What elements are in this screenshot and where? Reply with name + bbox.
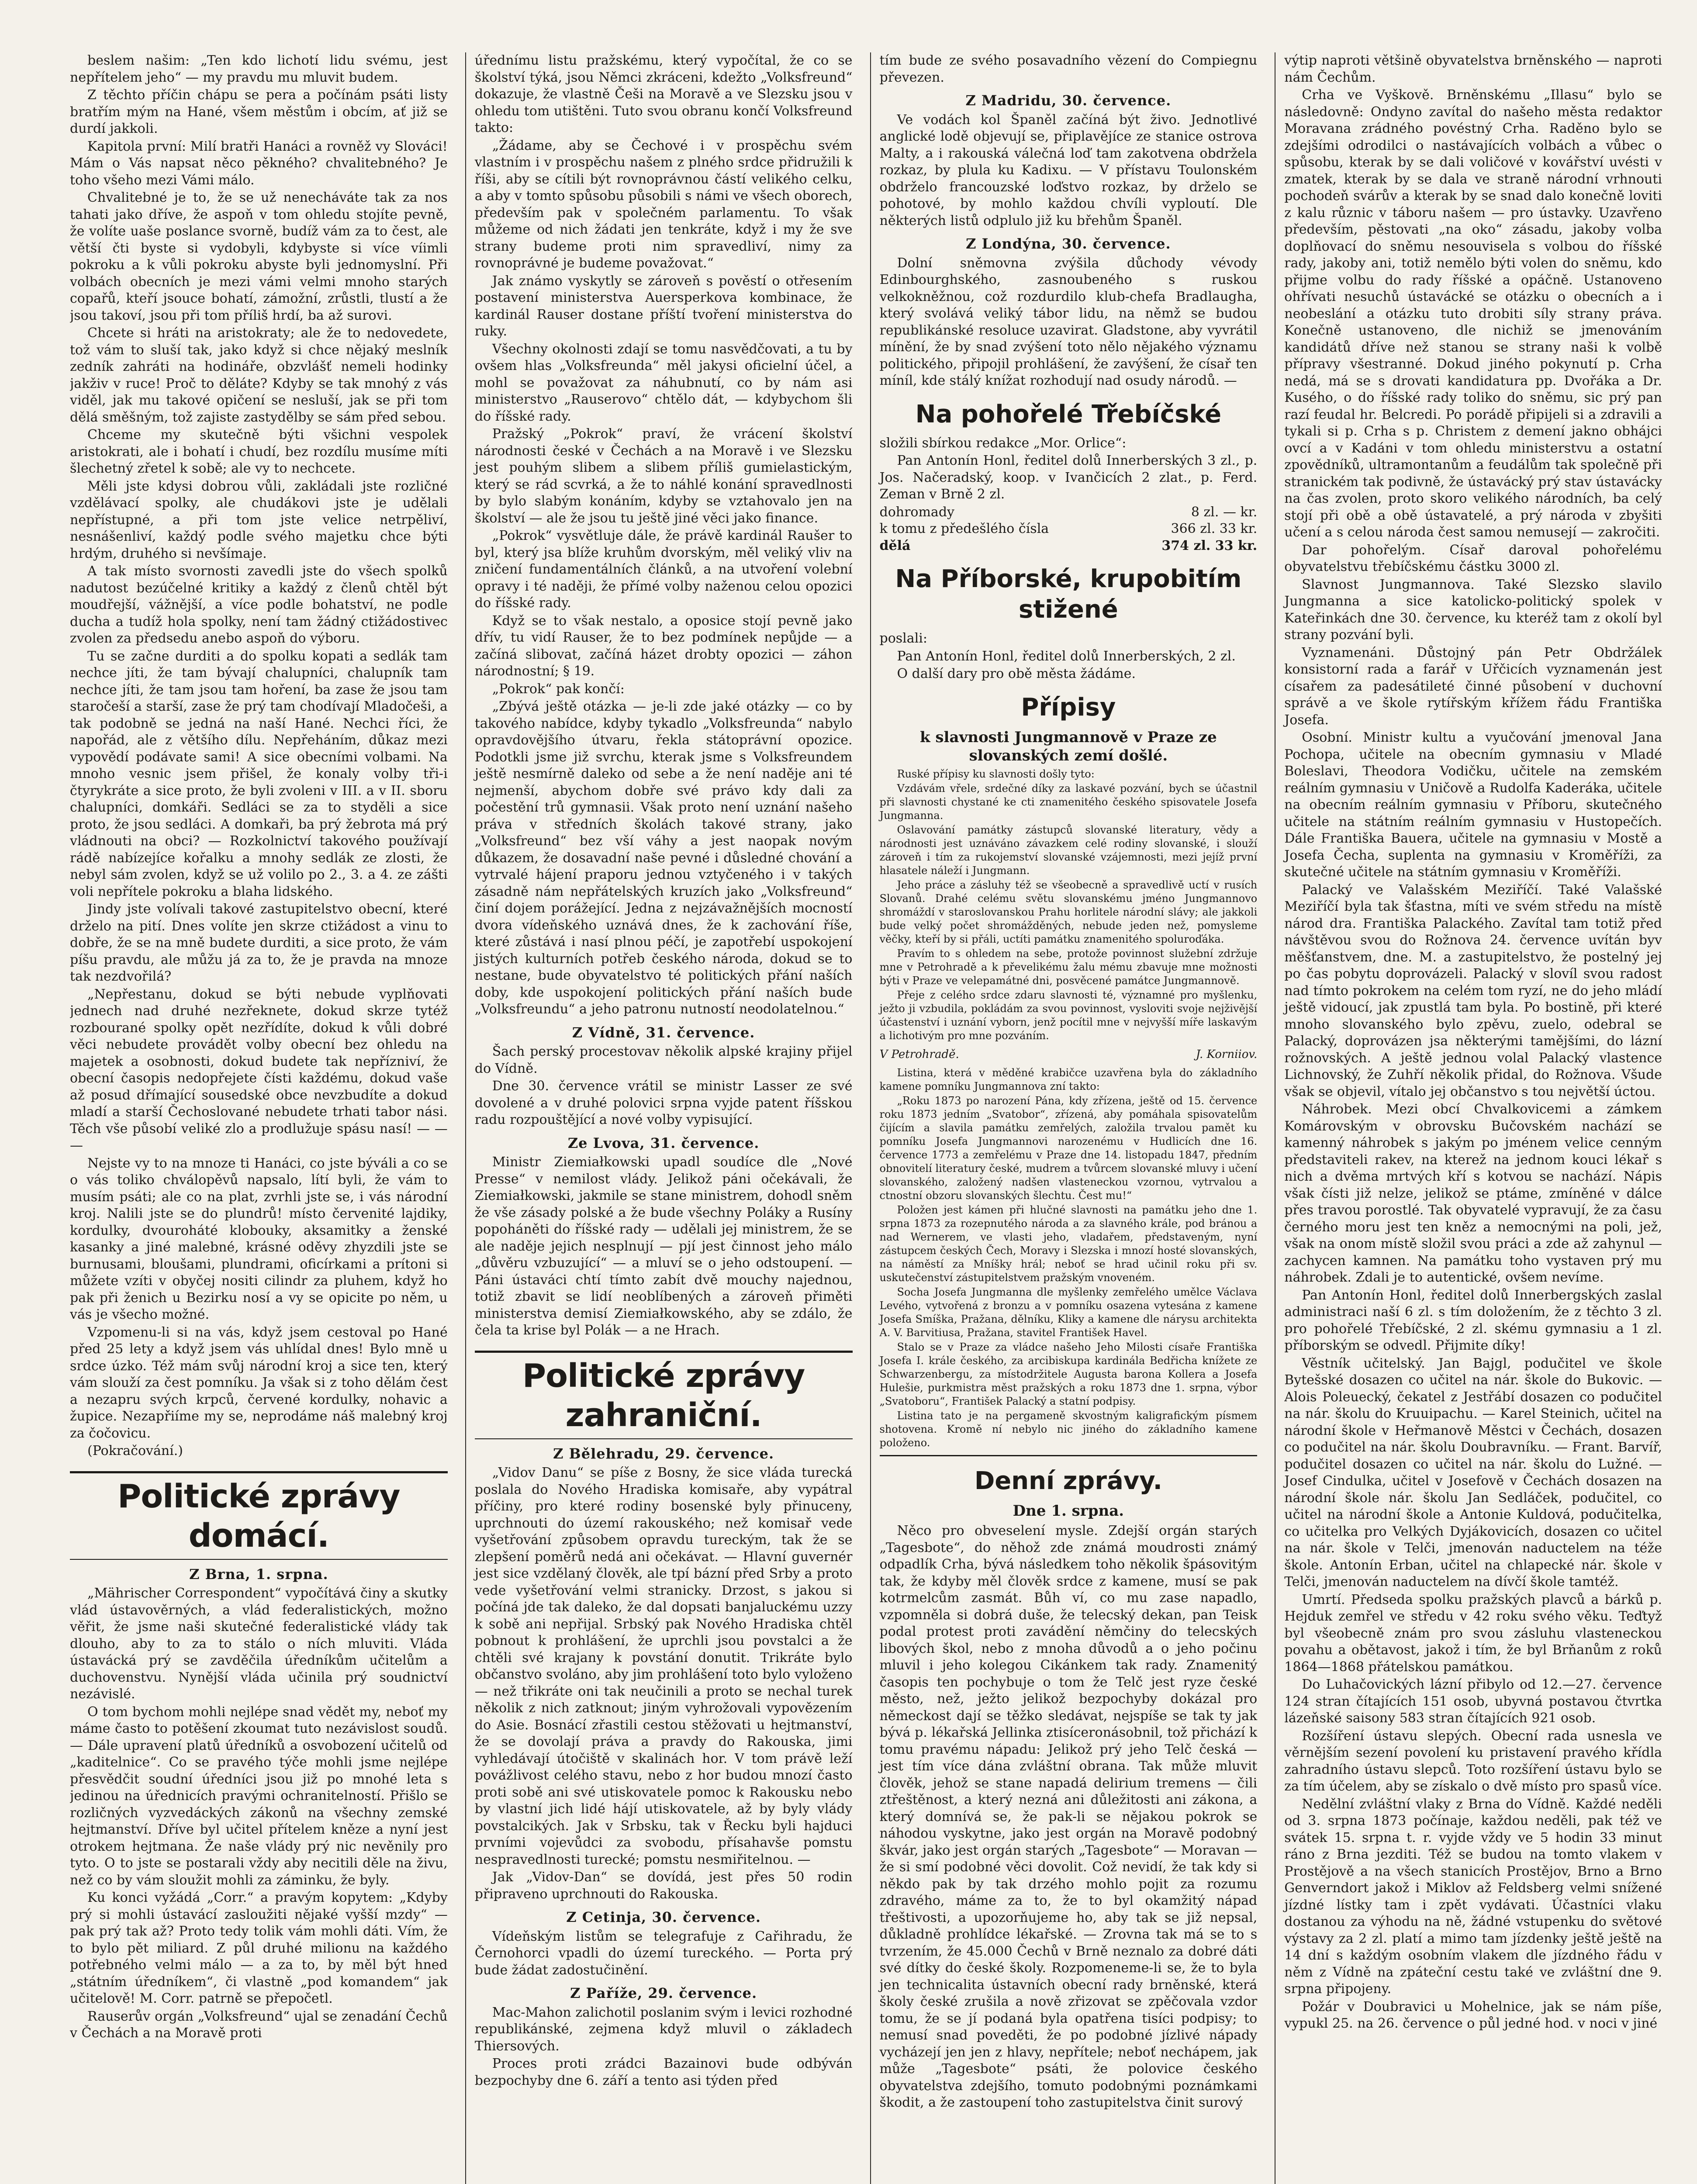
paragraph: Vzpomenu-li si na vás, když jsem cestoval po Hané před 25 lety a když jsem vás uhlídal dnes! Bylo mně u srdce úzko. Též mám svůj národní kroj a sice ten, který vám slouží za čest pomníku. Ja však si z toho dělám čest a nezapru svých krpců, červené kordulky, nohavic a župice. Nezapřiíme my se, neprodáme náš malebný kroj za čočovicu. bbox=[70, 1324, 448, 1441]
paragraph: Pan Antonín Honl, ředitel dolů Innerberských, 2 zl. bbox=[897, 648, 1236, 664]
paragraph: O další dary pro obě města žádáme. bbox=[897, 666, 1136, 681]
paragraph: Kapitola první: Milí bratři Hanáci a rovněž vy Slováci! Mám o Vás napsat něco pěkného? chvalitebného? Je toho všeho mezi Vámi málo. bbox=[70, 138, 448, 188]
small-paragraph: Ruské přípisy ku slavnosti došly tyto: bbox=[897, 767, 1095, 780]
donation-row bbox=[880, 504, 1258, 521]
paragraph: „Nepřestanu, dokud se býti nebude vyplňovati jednech nad druhé nezřeknete, dokud skrze tytéž rozbourané spolky opět nezřídíte, dokud k vůli dobré věci nebudete provádět volby obecní bez ohledu na majetek a osobnosti, dokud budete tak nepřízniví, že obecní časopis nedopřejete čísti každému, dokud vaše až posud dřímající sousedské obce nevzbudíte a dokud mladí a starší Čechoslované nebudete trhati tabor nási. Těch vše působí veliké zlo a prodlužuje spásu nasí! — — — bbox=[70, 986, 448, 1153]
paragraph: Něco pro obveselení mysle. Zdejší orgán starých „Tagesbote“, do něhož zde známá moudrosti známý odpadlík Crha, bývá následkem toho několik špásovitým tak, že kdyby měl člověk srdce z kamene, musí se pak kotrmelcům zasmát. Bůh ví, co mu zase napadlo, vzpomněla si dobrá duše, že telecský dekan, pan Teisk podal protest proti zavádění němčiny do telecských libových škol, nebo z mnoha důvodů a o jeho počinu mluvil i jeho kolegou Cikánkem tak rady. Znamenitý časopis ten pochybuje o tom že Telč jest ryze české město, než, ježto jelikož bezpochyby dokázal pro německost dají se těžko sledávat, nejspíše se tak ty jak bývá p. lékařská Jellinka ztisíceronásobnil, tož přichází k tomu pravému nápadu: Jelikož prý jeho Telč česká — jest tím více dána zvláštní obrana. Tak může mluvit člověk, jehož se stane napadá delirium tremens — čili ztřeštěnost, a který nezná ani důležitosti ani zákona, a který domnívá se, že pak-li se nějakou pokrok se náhodou vyskytne, jako jest orgán na Moravě podobný škvár, jako jest orgán starých „Tagesbote“ — Moravan — že si smí podobné věci dovolit. Což nevidí, že tak kdy si někdo pak by tak drzého mohlo pojit za rozumu zdravého, máme za to, že to byl okamžitý nápad třeštivosti, a upozorňujeme ho, aby tak se již nepsal, důkladně prohlídce lékařské. — Zrovna tak má se to s tvrzením, že 45.000 Čechů v Brně neznalo za dobré dáti své dítky do české školy. Rozpomeneme-li se, že to byla jen technicalita ústavních obecní rady brněnské, která školy české zrušila a nově zřizovat se zpěčovala vzdor tomu, že se jí podaná byla opatřena tisíci podpisy; to nemusí snad poveděti, že po podobné jízlivé nápady vycházejí jen jen z hlavy, nepřítele; neboť nechápem, jak může „Tagesbote“ psáti, že polovice českého obyvatelstva zdejšího, tomuto podobnými poznámkami škodit, a že zastoupení toho zastupitelstva činit surový bbox=[879, 1523, 1258, 2110]
paragraph: Pan Antonín Honl, ředitel dolů Innerbergských zaslal administraci naší 6 zl. s tím doložením, že z těchto 3 zl. pro pohořelé Třebíčské, 2 zl. skému gymnasiu a 1 zl. příborským se odvedl. Přijmite díky! bbox=[1284, 1287, 1662, 1353]
paragraph: O tom bychom mohli nejlépe snad vědět my, neboť my máme často to potěšení zkoumat tuto nezávislost soudů. — Dále upravení platů úředníků a osvobození učitelů od „kaditelnice“. Co se pravého týče mohli jsme nejlépe přesvědčit soudní úředníci jsou již po mnohé leta s jedinou na úřednicích pravými ochranitelností. Přišlo se rozličných vyzvedáckých zákonů na všechny zemské hejtmanství. Dříve byl učitel přítelem kněze a nyní jest otrokem hejtmana. Že naše vlády prý nic nevěnily pro tyto. O to jste se postarali vždy aby necitili děle na živu, než co by vám sloužit mohli za záminku, že byly. bbox=[70, 1704, 448, 1888]
small-paragraph: „Roku 1873 po narození Pána, kdy zřízena, ještě od 15. července roku 1873 jedním „Svatobor“, zřízená, aby pomáhala spisovatelům čijícím a slavila památku zemřelých, založila trvalou pamět ku pomníku Josefa Jungmannovi narozenému v Hudlicích dne 16. července 1773 a zemřelému v Praze dne 14. listopadu 1847, předním obnovitelí literatury české, mudrem a tvůrcem slovanské mluvy i učení slovanského, založený nadšen vlasteneckou vzornou, vytrvalou a ctnostní obzoru slovanských šlechtu. Čest mu!“ bbox=[879, 1095, 1258, 1202]
paragraph: složili sbírkou redakce „Mor. Orlice“: bbox=[879, 435, 1127, 451]
signature-line bbox=[880, 1046, 1258, 1063]
paragraph: Nedělní zvláštní vlaky z Brna do Vídně. Každé neděli od 3. srpna 1873 počínaje, každou neděli, pak též ve svátek 15. srpna t. r. vyjde vždy ve 5 hodin 33 minut ráno z Brna jezditi. Též se budou na tomto vlakem v Prostějově a na všech stanicích Prostějov, Brno a Brno Genverndort jakož i Miklov až Feldsberg velmi snížené jízdné lístky tam i zpět vydávati. Účastníci vlaku dostanou za výhodu na ně, žádné vstupenku do světové výstavy za 2 zl. platí a mimo tam jízdenky ještě ještě na 14 dní s každým osobním vlakem dle jízdného řádu v něm z Vídně na zpáteční cestu také ve zvláštní dne 9. srpna připojeny. bbox=[1284, 1796, 1662, 1997]
column-4 bbox=[1275, 52, 1671, 2184]
paragraph: Ku konci vyžádá „Corr.“ a pravým kopytem: „Kdyby prý si mohli ústavácí zasloužiti nějaké vyšší mzdy“ — pak prý tak až? Proto tedy tolik vám mohli dáti. Vím, že to bylo pět miliard. Z půl druhé milionu na každého potřebného velmi málo — a za to, by měl být hned „státním úředníkem“, či vlastně „pod komandem“ jak učitelově! M. Corr. patrně se přepočetl. bbox=[70, 1890, 448, 2006]
small-paragraph: Pravím to s ohledem na sebe, protože povinnost služební zdržuje mne v Petrohradě a k převelikému žalu mému zbavuje mne možnosti býti v Praze ve velepamátné dni, posvěcené památce Jungmannově. bbox=[879, 947, 1258, 987]
paragraph: „Mährischer Correspondent“ vypočítává činy a skutky vlád ústavověrných, a vlád federalistických, možno věřit, že jsme naši skutečné federalistické vlády tak dlouho, aby to za to stálo o ních mluviti. Vláda ústavácká prý se zavděčila úředníkům učitelům a duchovenstvu. Nynější vláda učinila prý soudnictví nezávislé. bbox=[70, 1586, 448, 1702]
section-heading: Politické zprávy zahraniční. bbox=[475, 1351, 853, 1439]
paragraph: Z těchto příčin chápu se pera a počínám psáti listy bratřím mým na Hané, všem městům i obcím, ať již se durdí jakkoli. bbox=[70, 87, 448, 136]
paragraph: Pražský „Pokrok“ praví, že vrácení školství národnosti české v Čechách a na Moravě i ve Slezsku jest pouhým slibem a slibem příliš gumielastickým, který se rád scvrká, a že to náhlé konání spravedlnosti by bylo slabým konáním, kdyby se vztahovalo jen na školství — ale že jsou tu ještě jiné věci jako finance. bbox=[474, 426, 853, 526]
article-heading: Na Příborské, krupobitím stižené bbox=[895, 565, 1242, 624]
paragraph: „Žádame, aby se Čechové i v prospěchu svém vlastním i v prospěchu našem z plného srdce přidružili k říši, aby se cítili být rovnoprávnou částí velikého celku, a aby v tomto spůsobu působili s námi ve všech oborech, především pak v společném parlamentu. To však můžeme od nich žádati jen tenkráte, když i my že sve strany budeme proti nim spravedliví, nimy za rovnoprávné je budeme považovat.“ bbox=[474, 138, 853, 271]
small-paragraph: Položen jest kámen při hlučné slavnosti na památku jeho dne 1. srpna 1873 za rozepnutého národa a za slavného krále, pod bránou a nad Wernerem, ve vlasti jeho, vladařem, představeným, nyní zástupcem českých Čech, Moravy i Slezska i mnozí hosté slovanských, na náměstí za Mníšky hrál; neboť se hrad učinil roku při sv. uskutečenství zástupitelstvem pražským vnoveném. bbox=[879, 1204, 1258, 1284]
donation-value: 366 zl. 33 kr. bbox=[1171, 521, 1258, 536]
paragraph: Rauserův orgán „Volksfreund“ ujal se zenadání Čechů v Čechách a na Moravě proti bbox=[70, 2008, 448, 2041]
paragraph: (Pokračování.) bbox=[87, 1443, 183, 1458]
paragraph: „Pokrok“ vysvětluje dále, že právě kardinál Raušer to byl, který jsa blíže kruhům dvorským, měl veliký vliv na zničení fundamentálních článků, a na utvoření volební opravy i té naději, že přímé volby naženou celou opozici do říšské rady. bbox=[474, 528, 853, 611]
column-container bbox=[70, 52, 1671, 2184]
paragraph: Dne 30. července vrátil se ministr Lasser ze své dovolené a v druhé polovici srpna vyjde patent říšskou radu rozpouštějící a nové volby vypisující. bbox=[474, 1078, 853, 1127]
small-paragraph: Socha Josefa Jungmanna dle myšlenky zemřelého umělce Václava Levého, vytvořená z bronzu a v pomníku osazena vytesána z kamene Josefa Smíška, Pražana, dělníku, Kliky a kamene dle nárysu architekta A. V. Barvitiusa, Pražana, stavitel František Havel. bbox=[879, 1286, 1258, 1339]
small-paragraph: Listina, která v měděné krabičce uzavřena byla do základního kamene pomníku Jungmannova zní takto: bbox=[879, 1067, 1258, 1092]
article-heading: Denní zprávy. bbox=[974, 1467, 1162, 1495]
paragraph: Do Luhačovických lázní přibylo od 12.—27. července 124 stran čítajících 151 osob, ubyvná postavou čtvrtka lázeňské saisony 583 stran čítajících 921 osob. bbox=[1284, 1677, 1662, 1726]
paragraph: „Zbývá ještě otázka — je-li zde jaké otázky — co by takového nabídce, kdyby tykadlo „Volksfreunda“ nabylo opravdovějšího útvaru, řekla státoprávní opozice. Podotkli jsme již svrchu, kterak jsme s Volksfreundem ještě nesmírně daleko od sebe a že není naděje ani té nejmenší, abychom dobře své právo kdy dali za počestění trů gymnasii. Však proto není uznání našeho práva v středních školách takové strany, jako „Volksfreund“ bez vší váhy a jest naopak novým důkazem, že dosavadní naše pevné i důsledné chování a vytrvalé hájení praporu jednou vztyčeného i v takých zásadně nám nepřátelských kruzích jako „Volksfreund“ činí dojem porážející. Jedna z nejzávažnějších mocností dvora vídeňského uznává dnes, že k zachování říše, které zůstává i nasí plnou péčí, je zapotřebí uspokojení jistých kulturních potřeb českého národa, dokud se to nestane, bude obyvatelstvo té politických přání naších doby, kde uspokojení politických přání naších bude „Volksfreundu“ a jeho patronu nutností neodolatelnou.“ bbox=[474, 699, 853, 1017]
paragraph: Palacký ve Valašském Meziříčí. Také Valašské Meziříčí byla tak šťastna, míti ve svém středu na místě národ dra. Františka Palackého. Zavítal tam totiž před návštěvou svou do Rožnova 24. července uvítán byv měšťanstvem, dne. M. a zastupitelstvo, že postelný jej po čas pobytu doprovázeli. Palacký v slovíl svou radost nad tímto pokrokem na celém tom ryzí, ne do jeho mládí ještě vidoucí, jak zpustlá tam byla. Po bostině, při které mnoho slovanského bylo zpěvu, zuelo, odebral se Palacký, doprovázen jsa některými tamějšími, do lázní rožnovských. A ještě jednou volal Palacký vlastence Lichnovský, že Zuhří několik přidal, do Rožnova. Všude však se objevil, vítalo jej občanstvo s tou největší úctou. bbox=[1284, 882, 1662, 1099]
paragraph: Pan Antonín Honl, ředitel dolů Innerberských 3 zl., p. Jos. Načeradský, koop. v Ivančicích 2 zlat., p. Ferd. Zeman v Brně 2 zl. bbox=[879, 453, 1258, 502]
paragraph: „Vidov Danu“ se píše z Bosny, že sice vláda turecká poslala do Nového Hradiska komisaře, aby vypátral příčiny, pro které rodiny bosenské byly přinuceny, uprchnouti do území rakouského; než komisař vede vyšetřování způsobem opravdu tureckým, tak že se zlepšení poměrů nedá ani očekávat. — Hlavní guvernér jest sice vzdělaný člověk, ale tpí bázní před Srby a proto vede vyšetřování velmi stranicky. Drzost, s jakou si počíná jde tak daleko, že dal dopsati banjaluckému uzzy k sobě ani nepřijal. Srbský pak Nového Hradiska chtěl pobnout k prohlášení, že uprchli jsou povstalci a že chtěli své krajany k povstání donutit. Trikráte bylo občanstvo svoláno, aby jim prohlášení toto bylo vyloženo — než třikráte oni tak neučinili a proto se nechal turek několik z nich zatknout; jiným vyhrožovali vypovězením do Asie. Bosnácí zřastili cestou stěžovati u hejtmanství, že se dovolají práva a pravdy do Rakouska, jimi vyhledávají útočiště v skalinách hor. V tom právě leží povážlivost celého stavu, nebo z hor budou mnozí často proti sobě ani své utiskovatele pomoc k Rakousku nebo by vlastní jich lidé hájí utiskovatele, až by byly vlády povstalcikých. Jak v Srbsku, tak v Řecku byli hajduci prvními vojevůdci za svobodu, přísahavše pomstu nespravedlnosti turecké; pomstu nesmiřitelnou. — bbox=[474, 1465, 853, 1867]
paragraph: Náhrobek. Mezi obcí Chvalkovicemi a zámkem Komárovským v obrovsku Bučovském nachází se kamenný náhrobek s jakým po jménem velice cenným představiteli rakev, na kterež na jednom kouci lékař s nich a dvěma mrtvých kří s kotvou se nachází. Nápis však čísti již nelze, jelikož se ptáme, zmíněné v dálce přes travou porostlé. Tak obyvatelé vypravují, že za času černého moru jest ten kněz a nemocnými na poli, jež, však na onom místě složil svou práci a zde až zahynul — zachycen kamnen. Na památku toho vystaven prý mu náhrobek. Zdali je to autentické, ovšem nevíme. bbox=[1284, 1102, 1662, 1285]
paragraph: Měli jste kdysi dobrou vůli, zakládali jste rozličné vzdělávací spolky, ale chudákovi jste je udělali nepřístupné, a při tom jste velice netrpěliví, nesnášenliví, každý podle svého majetku chce býti hrdým, druhého si nevšímaje. bbox=[70, 478, 448, 561]
paragraph: Umrtí. Předseda spolku pražských plavců a bárků p. Hejduk zemřel ve středu v 42 roku svého věku. Teďtyž byl všeobecně znám pro svou zásluhu vlasteneckou povahu a obětavost, jakož i tím, že byl Brňanům z roků 1864—1868 přátelskou památkou. bbox=[1284, 1592, 1662, 1675]
paragraph: Ministr Ziemiałkowski upadl soudíce dle „Nové Presse“ v nemilost vlády. Jelikož páni očekávali, že Ziemiałkowski, jakmile se stane ministrem, dohodl sněm že vše zásady polské a že bude všechny Poláky a Rusíny popoháněti do říšské rady — udělali jej ministrem, že se ale naděje jejich nesplnují — pjí jest činnost jeho málo „důvěru vzbuzující“ — a mluví se o jeho odstoupení. — Páni ústaváci chtí tímto zabít dvě mouchy najednou, totiž zbavit se lidí neoblíbených a zároveň přiměti ministerstva demisí Ziemiałkowského, aby se zdálo, že čela ta krise byl Polák — a ne Hrach. bbox=[474, 1154, 853, 1338]
small-paragraph: Stalo se v Praze za vládce našeho Jeho Milosti císaře Františka Josefa I. krále českého, za arcibiskupa kardinála Bedřicha knížete ze Schwarzenbergu, za místodržitele Augusta barona Kollera a Josefa Hulešie, purkmistra měst pražských a roku 1873 dne 1. srpna, výbor „Svatoboru“, František Palacký a statní podpisy. bbox=[879, 1341, 1258, 1407]
paragraph: Osobní. Ministr kultu a vyučování jmenoval Jana Pochopa, učitele na obecním gymnasiu v Mladé Boleslavi, Theodora Vodičku, učitele na zemském reálním gymnasiu v Uničově a Rudolfa Kaderáka, učitele na obecním reálním gymnasiu v Příboru, skutečného učitele na státním reálním gymnasiu v Hustopečích. Dále Františka Bauera, učitele na gymnasiu v Mostě a Josefa Čecha, suplenta na gymnasiu v Kroměříži, za skutečné učitele na státním gymnasiu v Kroměříži. bbox=[1284, 730, 1662, 880]
paragraph: výtip naproti většině obyvatelstva brněnského — naproti nám Čechům. bbox=[1284, 53, 1662, 85]
small-paragraph: Vzdávám vřele, srdečné díky za laskavé pozvání, bych se účastnil při slavnosti chystané ke cti znamenitého českého spisovatele Josefa Jungmanna. bbox=[879, 782, 1258, 822]
paragraph: Slavnost Jungmannova. Také Slezsko slavilo Jungmanna a sice katolicko-politický spolek v Kateřinkách dne 30. července, ku kteréž tam z okolí byl strany pozvání byli. bbox=[1284, 577, 1662, 643]
paragraph: poslali: bbox=[879, 631, 927, 646]
donation-value: 374 zl. 33 kr. bbox=[1161, 538, 1258, 553]
donation-label: dohromady bbox=[879, 504, 954, 520]
paragraph: Tu se začne durditi a do spolku kopati a sedlák tam nechce jíti, že tam bývají chalupníci, chalupník tam nechce jíti, že tam jsou tam hoření, ba zase že jsou tam staročeší a starší, zase že prý tam chodívají Mladočeši, a tak podobně se jedná na naší Hané. Nechci říci, že napořád, ale z většího dílu. Nepřeháním, důkaz mezi vypovědí podávate sami! A sice obecními volbami. Na mnoho vesnic jsem přišel, že konaly volby tři-i čtyrykráte a sice proto, že byli zvoleni v III. a v II. sboru chalupníci, domkáři. Sedláci se za to styděli a sice proto, že jsou sedláci. A domkaři, ba prý žebrota má prý vládnouti na obci? — Rozkolnictví takového používají rádě nabízejíce kořalku a mnohy sedlák ze zlosti, že nebyl sám zvolen, když se už volilo po 2., 3. a 4. ze zášti voli nepřítele pokroku a blaha lidského. bbox=[70, 648, 448, 899]
donation-row bbox=[880, 521, 1258, 538]
donation-label: k tomu z předešlého čísla bbox=[879, 521, 1049, 536]
paragraph: Chcete si hráti na aristokraty; ale že to nedovedete, tož vám to sluší tak, jako když si chce nějaký meslník zedník zahráti na hodináře, obzvlášť nemeli hodinky jakživ v ruce! Proč to děláte? Kdyby se tak mnohý z vás viděl, jak mu takové opičení se nesluší, jak se při tom dělá směšným, tož zajiste zastydělby se sám před sebou. bbox=[70, 325, 448, 425]
paragraph: Jindy jste volívali takové zastupitelstvo obecní, které drželo na pití. Dnes volíte jen skrze ctižádost a vinu to dobře, že se na mně budete durditi, a sice proto, že vám píšu pravdu, ale můžu já za to, že je pravda na mnoze tak nezdvořilá? bbox=[70, 902, 448, 984]
dateline: Z Paříže, 29. července. bbox=[570, 1985, 757, 2001]
paragraph: Dar pohořelým. Císař daroval pohořelému obyvatelstvu třebíčskému částku 3000 zl. bbox=[1284, 542, 1662, 574]
paragraph: Proces proti zrádci Bazainovi bude odbýván bezpochyby dne 6. září a tento asi týden před bbox=[474, 2056, 853, 2088]
signature-place: V Petrohradě. bbox=[879, 1047, 959, 1061]
divider bbox=[880, 1455, 1258, 1456]
paragraph: úřednímu listu pražskému, který vypočítal, že co se školství týká, jsou Němci zkráceni, kdežto „Volksfreund“ dokazuje, že vlastně Češi na Moravě a ve Slezsku jsou v ohledu tom utištěni. Tuto svou obranu končí Volksfreund takto: bbox=[474, 53, 853, 135]
paragraph: Chceme my skutečně býti všichni vespolek aristokrati, ale i bohatí i chudí, bez rozdílu musíme míti šlechetný zřetel k sobě; ale vy to nechcete. bbox=[70, 427, 448, 476]
paragraph: Věstník učitelský. Jan Bajgl, podučitel ve škole Bytešské dosazen co učitel na nár. škole do Bukovic. — Alois Poleuecký, čekatel z Jestřábí dosazen co podučitel na nár. školu do Kruuipachu. — Karel Steinich, učitel na národní škole v Heřmanově Městci v Čechách, dosazen co podučitel na nár. školu Doubravníku. — Frant. Barvíř, podučitel dosazen co učitel na nár. školu do Lužné. — Josef Cindulka, učitel v Josefově v Čechách dosazen na národní škole nár. školu Jan Sedláček, podučitel, co učitel na národní škole a Antonie Kuldová, podučitelka, co učitelka pro Velkých Dyjákovicích, dosazen co učitel na nár. škole v Telči, jmenován naductelem na téže škole. Antonín Erban, učitel na chlapecké nár. škole v Telči, jmenován naductelem na dívčí škole tamtéž. bbox=[1284, 1355, 1662, 1590]
signature-name: J. Korniiov. bbox=[1196, 1047, 1258, 1061]
dateline: Z Vídně, 31. července. bbox=[572, 1024, 755, 1041]
small-paragraph: Oslavování památky zástupců slovanské literatury, vědy a národnosti jest uznáváno závazkem celé rodiny slovanské, i slouží zároveň i tím za rukojemství slovanské vzájemnosti, mezi jejíž první hlasatele náleží i Jungmann. bbox=[879, 823, 1258, 877]
small-paragraph: Přeje z celého srdce zdaru slavnosti té, významné pro myšlenku, ježto ji vzbudila, pokládám za svou povinnost, vysloviti svoje nejživější účastenství i uznání vyborn, jenž pocítil mne v nejvyšší míře laskavým a lichotivým pro mne pozváním. bbox=[879, 988, 1258, 1042]
column-3 bbox=[870, 52, 1266, 2184]
donation-label: dělá bbox=[879, 538, 911, 553]
dateline: Ze Lvova, 31. července. bbox=[567, 1134, 760, 1151]
column-1 bbox=[70, 52, 456, 2184]
paragraph: Rozšíření ústavu slepých. Obecní rada usnesla ve věrnějším sezení povolení ku pristavení pravého křídla zahradního ústavu slepců. Toto rozšíření ústavu bylo se za tím účelem, aby se získalo o dvě místo pro spasů více. bbox=[1284, 1728, 1662, 1794]
article-subheading: Dne 1. srpna. bbox=[1013, 1502, 1124, 1520]
dateline: Z Bělehradu, 29. července. bbox=[553, 1445, 774, 1462]
article-heading: Na pohořelé Třebíčské bbox=[915, 400, 1222, 429]
article-heading: Přípisy bbox=[1021, 693, 1116, 722]
paragraph: beslem našim: „Ten kdo lichotí lidu svému, jest nepřítelem jeho“ — my pravdu mu mluvit budem. bbox=[70, 53, 448, 85]
paragraph: Jak „Vidov-Dan“ se dovídá, jest přes 50 rodin připraveno uprchnouti do Rakouska. bbox=[474, 1870, 853, 1902]
paragraph: Dolní sněmovna zvýšila důchody vévody Edinbourghského, zasnoubeného s ruskou velkokněžnou, což rozdurdilo klub-chefa Bradlaugha, který svolává veliký tábor lidu, na němž se budou republikánské resoluce uzavirat. Gladstone, aby vyvrátil mínění, že by snad zvýšení toto nělo nějakého významu politického, připojil prohlášení, že zavýšení, že císař ten míníl, kde stálý knížat rozhodují nad osudy národů. — bbox=[879, 255, 1258, 388]
paragraph: Vídeňským listům se telegrafuje z Cařihradu, že Černohorci vpadli do území tureckého. — Porta prý bude žádat zadostučinění. bbox=[474, 1928, 853, 1978]
dateline: Z Londýna, 30. července. bbox=[966, 235, 1171, 252]
paragraph: „Pokrok“ pak končí: bbox=[492, 681, 625, 697]
paragraph: Když se to však nestalo, a oposice stojí pevně jako dřív, tu vidí Rauser, že to bez podmínek nepůjde — a začíná slibovat, začíná házet drobty opozici — záhon národnostní; § 19. bbox=[474, 613, 853, 679]
paragraph: Crha ve Vyškově. Brněnskému „Illasu“ bylo se následovně: Ondyno zavítal do našeho města redaktor Moravana zrádného povéstný Crha. Raděno bylo se zdejšími odrodilci o nastávajících volbách a vůbec o spůsobu, kterak by se dali voličové v kovářství uvésti v zmatek, kterak by se dala ve straně národní vrhnouti pochodeň svárův a kterak by se snad dalo konečně loviti z kalu různic v táboru našem — pro ústavky. Uzavřeno především, pěstovati „na oko“ zásadu, jakoby volba doplňovací do sněmu nesouvisela s volbou do říšské rady, jakoby ani, totiž nemělo býti volen do sněmu, kdo přijme volbu do rady říšské a opáčně. Ustanoveno ohřívati nesuchů ústavácké se otázku o obecních a i neobeslání a otázku tuto drobiti síly strany práva. Konečně ustanoveno, dle nichiž se jmenováním kandidátů dříve než stanou se strany naši k volbě přípravy všestranné. Dokud jiného pokynutí p. Crha nedá, má se s drovati kandidatura pp. Dvořáka a Dr. Kusého, o do říšské rady toliko do sněmu, sic prý pan razí feudal hr. Belcredi. Po porádě připijeli si a zdravili a tykali si p. Crha s p. Christem z demení jakno obhájci ovcí a v Kadáni v tom ohledu ministerstvu a ostatní zpovědníků, ultramontanům a feudálům tak společně při stranickém tak podivně, že ústavácký prý stav ústavácky na čas zvolen, proto skoro velikého národních, ba celý stojí při obě a obě ústavatelé, a prý národa v zbyšiti učení a s celou národa čest samou nemusejí — zakročiti. bbox=[1284, 87, 1662, 540]
paragraph: Chvalitebné je to, že se už nenecháváte tak za nos tahati jako dříve, že aspoň v tom ohledu stojíte pevně, že volíte uaše poslance svorně, budíž vám za to čest, ale větší čti byste si vydobyli, kdybyste si více víimli pokroku a k vůli pokroku abyste byli jednomyslní. Při volbách obecních je mezi vámi velmi mnoho starých copařů, kteří jsouce bohatí, zámožní, zrůstli, tlustí a že jsou takoví, jsou při tom příliš hrdí, ba až surovi. bbox=[70, 190, 448, 323]
paragraph: A tak místo svornosti zavedli jste do všech spolků nadutost bezúčelné kritiky a každý z členů chtěl být moudřejší, vážnější, a více podle bohatství, ne podle ducha a tudíž hola spolky, není tam žádný ctižádostivec zvolen za předsedu anebo aspoň do výboru. bbox=[70, 563, 448, 646]
paragraph: Všechny okolnosti zdají se tomu nasvědčovati, a tu by ovšem hlas „Volksfreunda“ měl jakysi oficielní účel, a mohl se považovat za náhubnutí, co by nám asi ministerstvo „Rauserovo“ chtělo dát, — kdybychom šli do říšské rady. bbox=[474, 341, 853, 424]
dateline: Z Madridu, 30. července. bbox=[965, 92, 1172, 109]
small-paragraph: Jeho práce a zásluhy též se všeobecně a spravedlivě uctí v rusích Slovanů. Drahé celému světu slovanskému jméno Jungmannovo shromáždí v staroslovanskou Prahu horlitele národní slávy; ale jakkoli bude velký počet shromážděných, nebude jeden než, pomysleme věčky, kteří by si přáli, uctíti památku znamenitého spoluroďáka. bbox=[879, 878, 1258, 945]
donation-value: 8 zl. — kr. bbox=[1191, 504, 1258, 520]
dateline: Z Cetinja, 30. července. bbox=[566, 1909, 761, 1925]
paragraph: Ve vodách kol Španěl začíná být živo. Jednotlivé anglické lodě objevují se, připlavějíce ze stanice ostrova Malty, a i rakouská válečná loď tam zakotvena obdržela rozkaz, by plula ku Kadixu. — V přístavu Toulonském obdrželo francouzské loďstvo rozkaz, by drželo se pohotové, by mohlo každou chvíli vyploutí. Dle některých listů odplulo již ku břehům Španěl. bbox=[879, 112, 1258, 228]
small-paragraph: Listina tato je na pergameně skvostným kaligrafickým písmem shotovena. Kromě ní nebylo nic jiného do základního kamene položeno. bbox=[879, 1410, 1258, 1449]
paragraph: Nejste vy to na mnoze ti Hanáci, co jste býváli a co se o vás toliko chválopěvů napsalo, lítí byli, že vám to musím psáti; ale co na plat, zvrhli jste se, i vás národní kroj. Nalili jste se do plundrů! místo červenité lajdiky, kordulky, dvouroháté klobouky, aksamitky a ženské kasanky a jiné malebné, krásné oděvy zhyzdili jste se burnusami, bloušami, plundrami, oficírkami a prítoni si můžete vzíti v obyčej nositi cilindr za pluhem, když ho pak při ženich u Bezirku nosí a vy se opicite po něm, u vás je všecho možné. bbox=[70, 1155, 448, 1322]
paragraph: Jak známo vyskytly se zároveň s pověstí o otřesením postavení ministerstva Auersperkova kombinace, že kardinál Rauser dostane příští tvoření ministerstva do ruky. bbox=[474, 273, 853, 339]
paragraph: Vyznamenáni. Důstojný pán Petr Obdržálek konsistorní rada a farář v Uřčicích vyznamenán jest císařem za padesátileté činné působení v duchovní správě a ve škole rytířským křížem řádu Františka Josefa. bbox=[1284, 645, 1662, 728]
paragraph: tím bude ze svého posavadního vězení do Compiegnu převezen. bbox=[879, 53, 1258, 85]
article-subheading: k slavnosti Jungmannově v Praze ze slovanských zemí došlé. bbox=[920, 728, 1217, 764]
dateline: Z Brna, 1. srpna. bbox=[189, 1565, 328, 1583]
paragraph: Mac-Mahon zalichotil poslanim svým i levici rozhodné republikánské, zejmena když mluvil o základech Thiersových. bbox=[474, 2004, 853, 2054]
column-2 bbox=[465, 52, 861, 2184]
donation-row bbox=[880, 538, 1258, 555]
section-heading: Politické zprávy domácí. bbox=[70, 1471, 448, 1560]
paragraph: Požár v Doubravici u Mohelnice, jak se nám píše, vypukl 25. na 26. července o půl jedné hod. v noci v jiné bbox=[1284, 1999, 1662, 2031]
paragraph: Šach perský procestovav několik alpské krajiny přijel do Vídně. bbox=[474, 1044, 853, 1076]
